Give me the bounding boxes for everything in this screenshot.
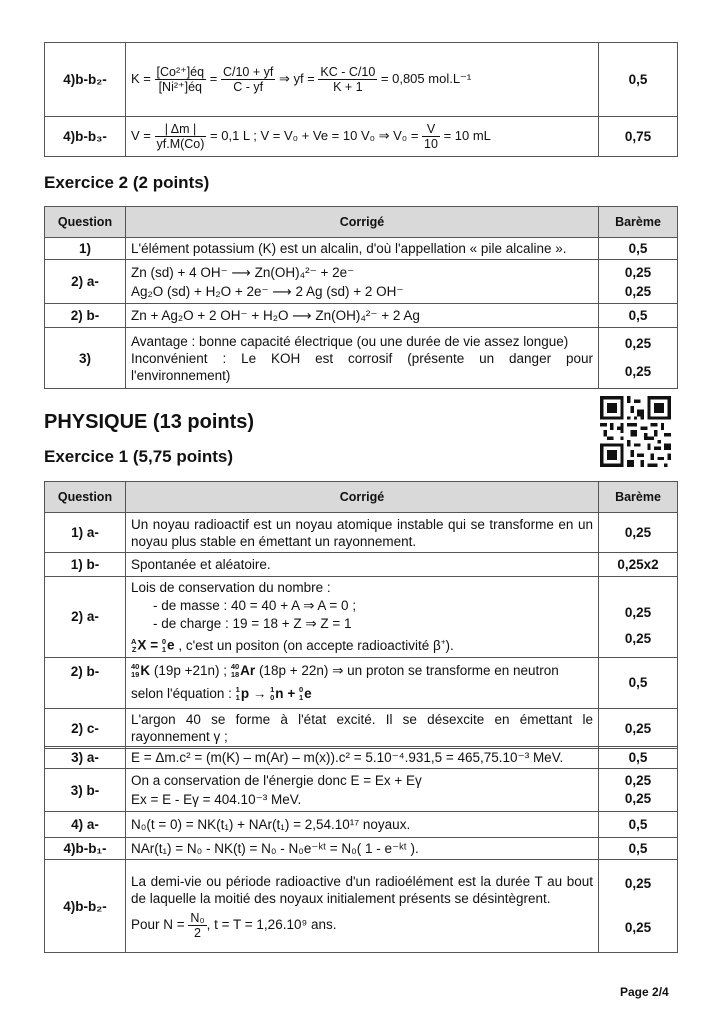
k-nuclide-numbers — [131, 663, 139, 679]
energy-conservation: On a conservation de l'énergie donc E = Ex + Eγ — [131, 773, 422, 788]
header-question: Question — [45, 482, 126, 513]
header-bareme: Barème — [599, 482, 678, 513]
score-1: 0,25 — [624, 876, 652, 891]
v-lhs: V = — [131, 127, 151, 143]
v0-num: V — [422, 122, 440, 137]
answer-cell: N₀(t = 0) = NK(t₁) + NAr(t₁) = 2,54.10¹⁷ noyaux. — [126, 812, 599, 838]
score-cell: 0,5 — [599, 838, 678, 860]
question-cell: 2) b- — [45, 304, 126, 328]
score-1: 0,25 — [624, 336, 652, 351]
v-num: | Δm | — [155, 122, 207, 137]
table-row — [45, 657, 678, 708]
table-row — [45, 260, 678, 304]
k-den: [Ni²⁺]éq — [158, 80, 202, 94]
ar-nuclide-numbers — [231, 663, 239, 679]
result-text: = 0,805 mol.L⁻¹ — [380, 70, 472, 86]
table-row — [45, 304, 678, 328]
e2-symbol: e — [304, 685, 312, 701]
score-cell: 0,5 — [599, 43, 678, 117]
question-cell: 4)b-b₁- — [45, 838, 126, 860]
frac-num: N₀ — [190, 910, 205, 925]
question-cell: 1) b- — [45, 553, 126, 577]
frac-den: 2 — [194, 925, 201, 940]
k-num: [Co²⁺]éq — [156, 65, 205, 79]
score-cell: 0,5 — [599, 304, 678, 328]
positon-line: A Z X = 0 1 e , c'est un positon (on accepte radioactivité β+). — [131, 636, 454, 654]
conservation-laws: Lois de conservation du nombre : — [131, 580, 331, 595]
question-cell: 4) a- — [45, 812, 126, 838]
x-symbol: X — [137, 637, 147, 653]
half-life-definition: La demi-vie ou période radioactive d'un radioélément est la durée T au bout de laquelle la moitié des noyaux initialement présents se désintègrent. — [131, 873, 593, 906]
table-row — [45, 838, 678, 860]
pour-text: Pour N = — [131, 916, 185, 932]
advantage-text: Avantage : bonne capacité électrique (ou une durée de vie assez longue) — [131, 333, 569, 349]
n-nuclide-numbers — [270, 686, 274, 702]
table-row — [45, 812, 678, 838]
exercise2-title: Exercice 2 (2 points) — [44, 173, 210, 192]
ar-symbol: Ar — [240, 662, 256, 678]
question-cell: 3) — [45, 328, 126, 389]
n0-half-fraction — [188, 911, 206, 940]
question-cell: 1) — [45, 238, 126, 260]
pour-end: , t = T = 1,26.10⁹ ans. — [206, 916, 337, 932]
table-header-row — [45, 482, 678, 513]
f1-den: C - yf — [233, 80, 264, 94]
ex-energy: Ex = E - Eγ = 404.10⁻³ MeV. — [131, 792, 302, 807]
ar-atomic-number: 18 — [230, 669, 240, 679]
half-equation-2: Ag₂O (sd) + H₂O + 2e⁻ ⟶ 2 Ag (sd) + 2 OH⁻ — [131, 283, 404, 299]
v-den: yf.M(Co) — [156, 137, 205, 151]
e2-nuclide-numbers — [299, 686, 303, 702]
header-question: Question — [45, 207, 126, 238]
answer-cell: E = Δm.c² = (m(K) – m(Ar) – m(x)).c² = 5.10⁻⁴.931,5 = 465,75.10⁻³ MeV. — [126, 747, 599, 769]
answer-cell: Spontanée et aléatoire. — [126, 553, 599, 577]
e-nuclide-numbers — [162, 638, 166, 654]
f1-num: C/10 + yf — [222, 65, 274, 79]
arrow-text: ⇒ yf = — [278, 70, 315, 86]
ar-composition: (18p + 22n) ⇒ un proton se transforme en neutron — [258, 662, 559, 678]
table-row — [45, 553, 678, 577]
x-mass-number: A — [131, 636, 137, 646]
v0-fraction — [422, 122, 440, 151]
e-mass-number: 0 — [161, 636, 167, 646]
score-cell: 0,5 — [599, 238, 678, 260]
k-mass-number: 40 — [131, 661, 140, 671]
answer-cell — [126, 657, 599, 708]
equation-label: selon l'équation : — [131, 685, 232, 701]
table-row — [45, 117, 678, 157]
score-cell: 0,5 — [599, 657, 678, 708]
question-cell: 1) a- — [45, 513, 126, 553]
x-nuclide-numbers — [131, 638, 136, 654]
f2-num: KC - C/10 — [320, 65, 376, 79]
table-row — [45, 769, 678, 812]
x-atomic-number: Z — [131, 644, 137, 654]
question-cell: 3) a- — [45, 747, 126, 769]
answer-cell — [126, 328, 599, 389]
score-2: 0,25 — [624, 791, 652, 806]
question-cell: 2) a- — [45, 577, 126, 658]
table-header-row — [45, 207, 678, 238]
exercise2-table — [44, 206, 678, 389]
ar-mass-number: 40 — [230, 661, 240, 671]
e2-mass-number: 0 — [298, 684, 304, 694]
top-table — [44, 42, 678, 157]
header-corrige: Corrigé — [126, 207, 599, 238]
k-eq: = — [209, 70, 218, 86]
answer-cell — [126, 260, 599, 304]
score-cell — [599, 860, 678, 953]
score-cell: 0,5 — [599, 812, 678, 838]
v-mid: = 0,1 L ; V = V₀ + Ve = 10 V₀ ⇒ V₀ = — [210, 127, 419, 143]
question-cell: 4)b-b₂- — [45, 43, 126, 117]
score-cell: 0,25 — [599, 708, 678, 748]
score-2: 0,25 — [624, 283, 652, 299]
question-cell: 2) b- — [45, 657, 126, 708]
answer-cell: Un noyau radioactif est un noyau atomique instable qui se transforme en un noyau plus stable en émettant un rayonnement. — [126, 513, 599, 553]
e2-atomic-number: 1 — [298, 692, 304, 702]
e-symbol: e — [167, 637, 175, 653]
score-cell — [599, 577, 678, 658]
score-2: 0,25 — [624, 630, 652, 646]
score-1: 0,25 — [624, 264, 652, 280]
score-cell — [599, 260, 678, 304]
table-row — [45, 328, 678, 389]
n-symbol: n — [275, 685, 284, 701]
physique-title: PHYSIQUE (13 points) — [44, 411, 255, 433]
answer-cell — [126, 769, 599, 812]
p-mass-number: 1 — [235, 684, 240, 694]
answer-cell: NAr(t₁) = N₀ - NK(t) = N₀ - N₀e⁻ᵏᵗ = N₀( 1 - e⁻ᵏᵗ ). — [126, 838, 599, 860]
k-fraction — [155, 65, 207, 94]
proton-equation: selon l'équation : 1 1 p → 1 0 n + 0 1 e — [131, 684, 312, 702]
physics-exercise1-table-continued — [44, 746, 678, 953]
score-1: 0,25 — [624, 773, 652, 788]
k-symbol: K — [140, 662, 151, 678]
answer-cell — [126, 43, 599, 117]
half-life-result — [131, 911, 593, 940]
table-row — [45, 860, 678, 953]
charge-conservation: - de charge : 19 = 18 + Z ⇒ Z = 1 — [153, 616, 352, 631]
table-row — [45, 708, 678, 748]
score-2: 0,25 — [624, 364, 652, 379]
qr-code-icon — [600, 396, 671, 467]
f2-den: K + 1 — [333, 80, 363, 94]
score-1: 0,25 — [624, 604, 652, 620]
question-cell: 4)b-b₃- — [45, 117, 126, 157]
p-atomic-number: 1 — [235, 692, 240, 702]
e-atomic-number: 1 — [161, 644, 167, 654]
n-atomic-number: 0 — [270, 692, 275, 702]
positon-text: , c'est un positon (on accepte radioactivité β+). — [178, 637, 454, 653]
question-cell: 2) a- — [45, 260, 126, 304]
v-fraction — [155, 122, 207, 151]
n-mass-number: 1 — [270, 684, 275, 694]
score-2: 0,25 — [624, 920, 652, 935]
header-corrige: Corrigé — [126, 482, 599, 513]
k-composition: (19p +21n) ; — [153, 662, 228, 678]
f1-fraction — [221, 65, 275, 94]
table-row — [45, 747, 678, 769]
question-cell: 4)b-b₂- — [45, 860, 126, 953]
header-bareme: Barème — [599, 207, 678, 238]
answer-cell: L'élément potassium (K) est un alcalin, d'où l'appellation « pile alcaline ». — [126, 238, 599, 260]
table-row — [45, 238, 678, 260]
v-end: = 10 mL — [443, 127, 491, 143]
p-symbol: p — [240, 685, 250, 701]
score-cell — [599, 328, 678, 389]
table-row — [45, 577, 678, 658]
question-cell: 3) b- — [45, 769, 126, 812]
physics-exercise1-table — [44, 481, 678, 749]
score-cell: 0,25 — [599, 513, 678, 553]
p-nuclide-numbers — [236, 686, 240, 702]
k-atomic-number: 19 — [131, 669, 140, 679]
answer-cell: L'argon 40 se forme à l'état excité. Il se désexcite en émettant le rayonnement γ ; — [126, 708, 599, 748]
answer-cell — [126, 577, 599, 658]
score-cell: 0,25x2 — [599, 553, 678, 577]
question-cell: 2) c- — [45, 708, 126, 748]
exercise1-title: Exercice 1 (5,75 points) — [44, 447, 233, 466]
table-row — [45, 513, 678, 553]
inconvenient-text: Inconvénient : Le KOH est corrosif (présente un danger pour l'environnement) — [131, 350, 593, 383]
score-cell: 0,75 — [599, 117, 678, 157]
k-lhs: K = — [131, 70, 151, 86]
table-row — [45, 43, 678, 117]
half-equation-1: Zn (sd) + 4 OH⁻ ⟶ Zn(OH)₄²⁻ + 2e⁻ — [131, 264, 355, 280]
score-cell: 0,5 — [599, 747, 678, 769]
nuclide-composition — [131, 660, 593, 682]
answer-cell — [126, 860, 599, 953]
f2-fraction — [318, 65, 377, 94]
answer-cell — [126, 117, 599, 157]
score-cell — [599, 769, 678, 812]
page-number: Page 2/4 — [620, 985, 669, 999]
answer-cell: Zn + Ag₂O + 2 OH⁻ + H₂O ⟶ Zn(OH)₄²⁻ + 2 Ag — [126, 304, 599, 328]
v0-den: 10 — [424, 137, 438, 151]
mass-conservation: - de masse : 40 = 40 + A ⇒ A = 0 ; — [153, 598, 357, 613]
